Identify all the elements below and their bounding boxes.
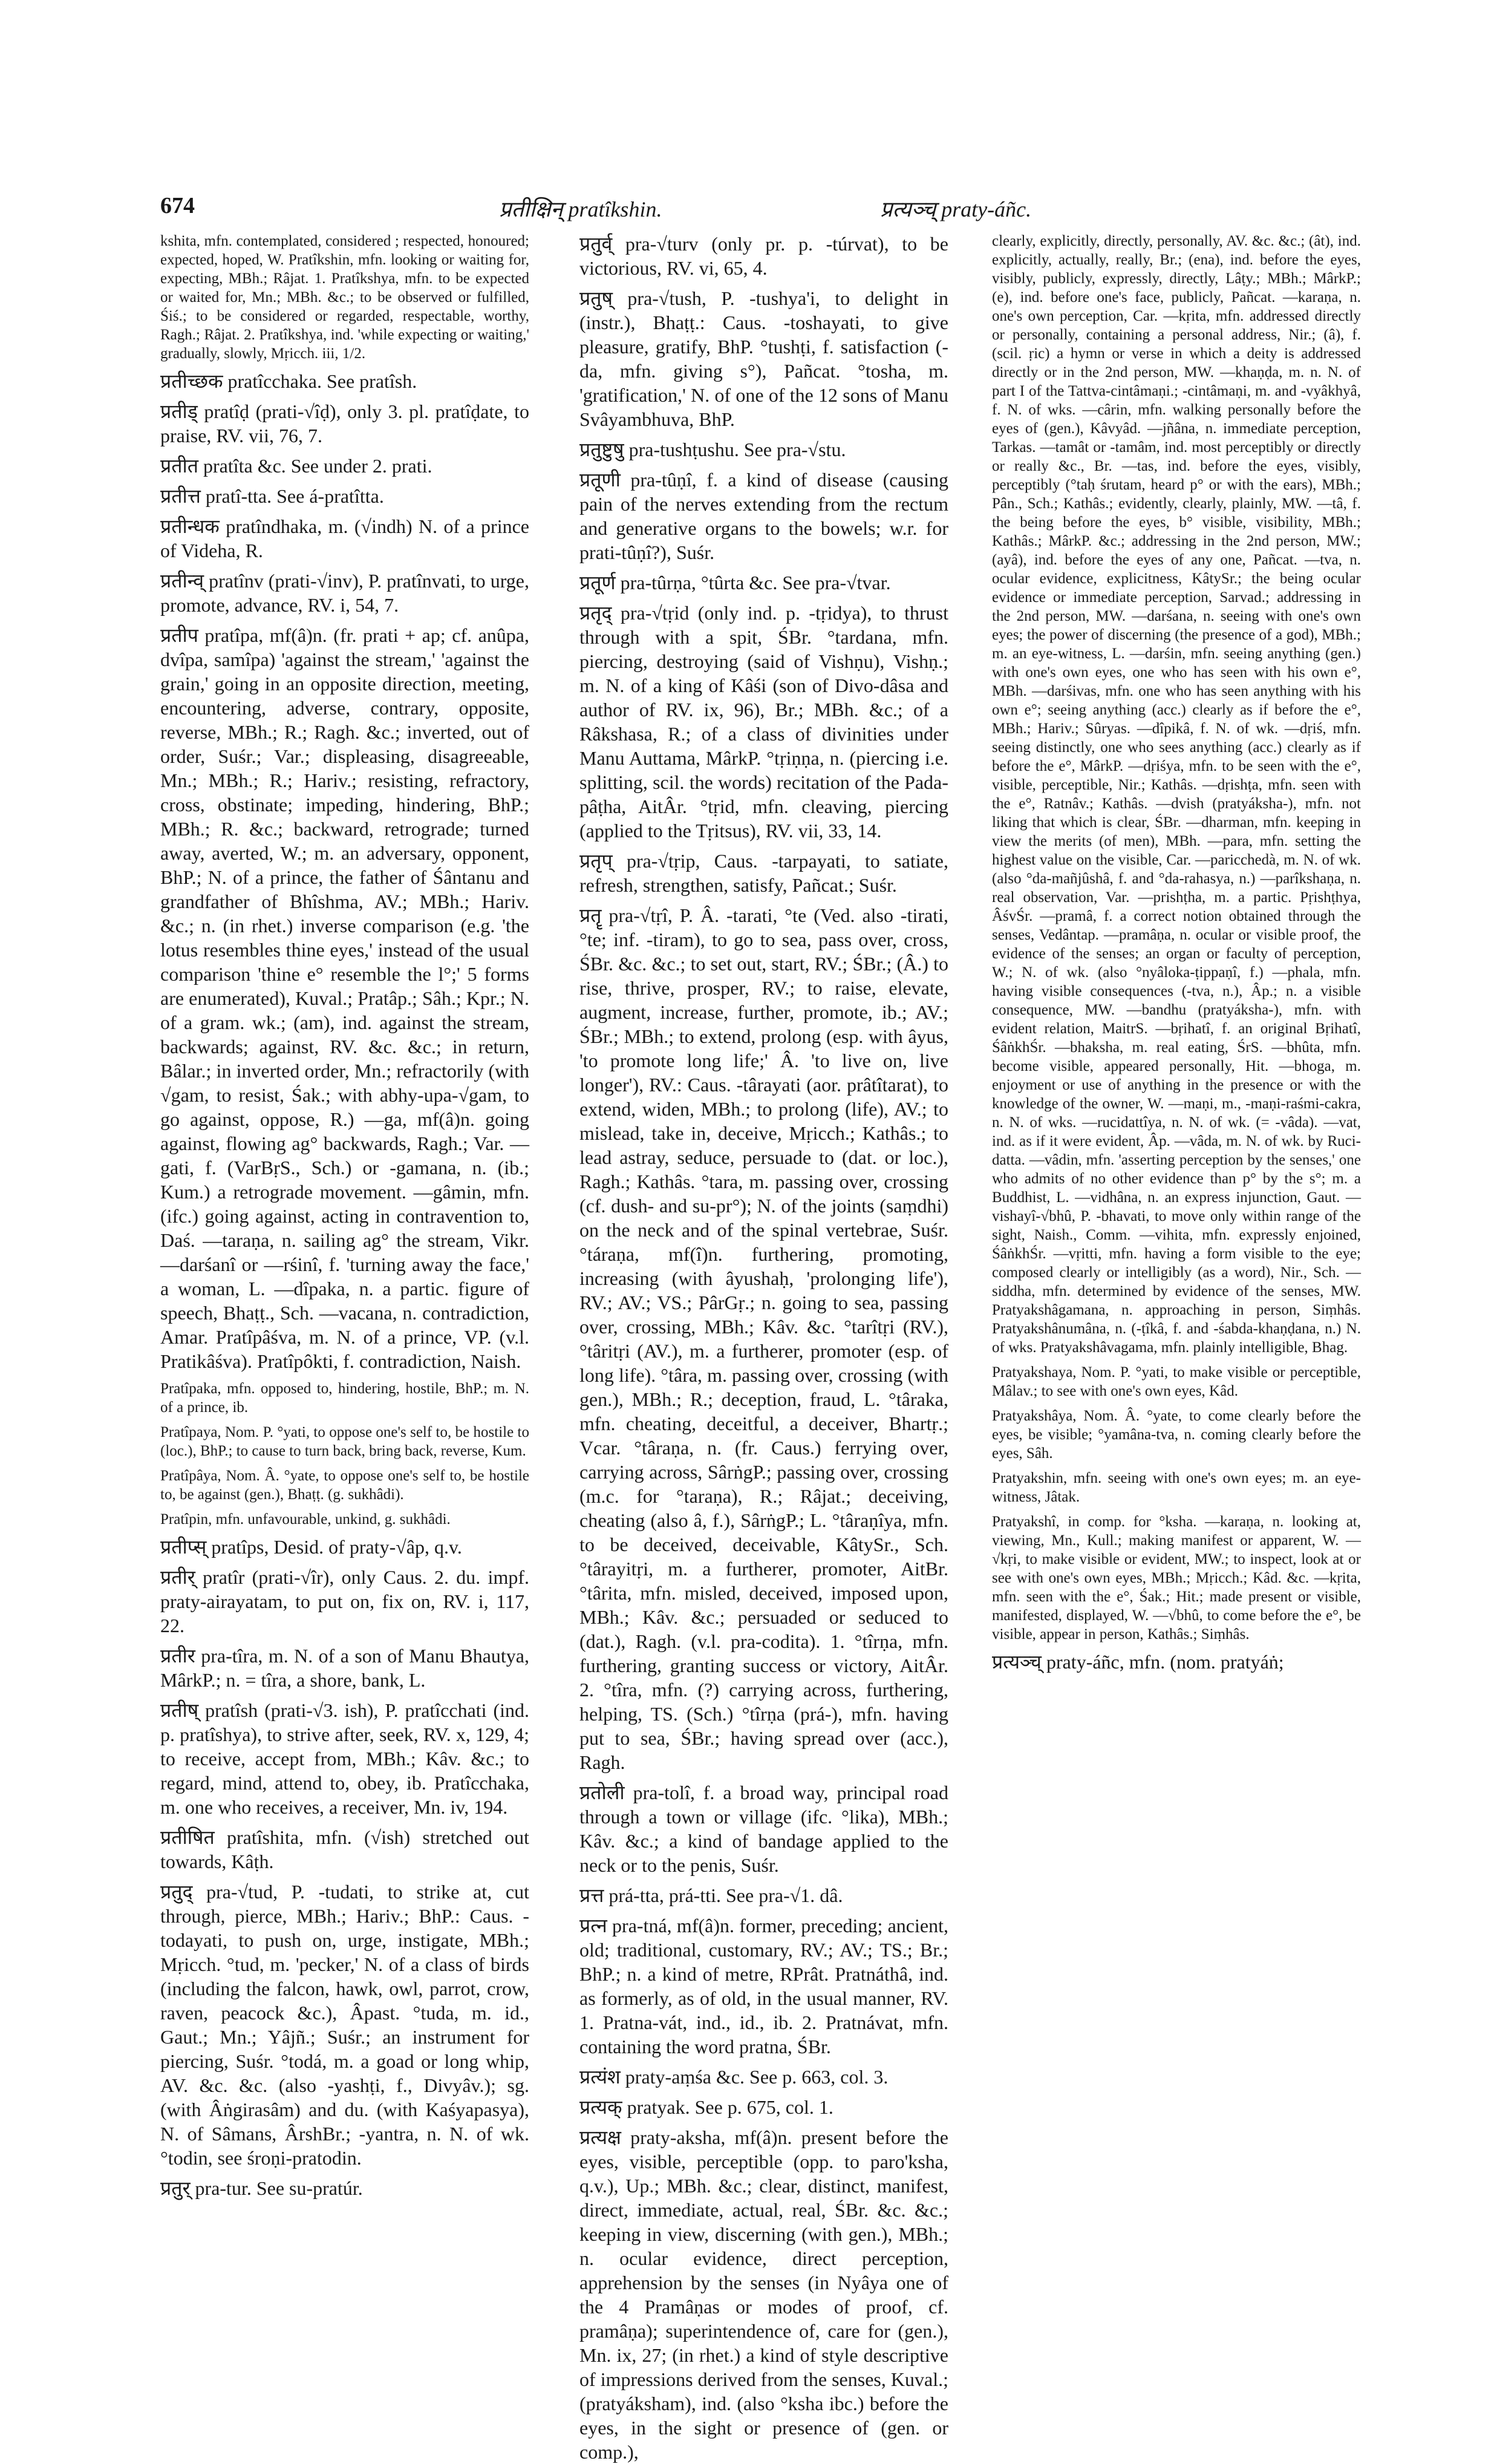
dictionary-entry: प्रतॄ pra-√tṛî, P. Â. -tarati, °te (Ved. also -tirati, °te; inf. -tiram), to go to sea, pass over, cross, ŚBr. &c. &c.; to set out, start, RV.; ŚBr.; (Â.) to rise, thrive, prosper, RV.; to raise, elevate, augment, increase, further, promote, ib.; AV.; ŚBr.; MBh.; to extend, prolong (esp. with âyus, 'to promote long life;' Â. 'to live on, live longer'), RV.: Caus. -târayati (aor. prâtîtarat), to extend, widen, MBh.; to prolong (life), AV.; to mislead, take in, deceive, Mṛicch.; Kathâs.; to lead astray, seduce, persuade to (dat. or loc.), Ragh.; Kathâs. °tara, m. passing over, crossing (cf. dush- and su-pr°); N. of the joints (saṃdhi) on the neck and of the spinal vertebrae, Suśr. °táraṇa, mf(î)n. furthering, promoting, increasing (with âyushaḥ, 'prolonging life'), RV.; AV.; VS.; PârGṛ.; n. going to sea, passing over, crossing, MBh.; Kâv. &c. °tarîtṛi (RV.), °târitṛi (AV.), m. a furtherer, promoter (esp. of long life). °târa, m. passing over, crossing (with gen.), MBh.; R.; deception, fraud, L. °târaka, mfn. cheating, deceitful, a deceiver, Bhartṛ.; Vcar. °târaṇa, n. (fr. Caus.) ferrying over, carrying across, SârṅgP.; passing over, crossing (m.c. for °taraṇa), R.; Râjat.; deceiving, cheating (also â, f.), SârṅgP.; L. °târaṇîya, mfn. to be deceived, deceivable, KâtySr., Sch. °târayitṛi, m. a furtherer, promoter, AitBr. °târita, mfn. misled, deceived, imposed upon, MBh.; Kâv. &c.; persuaded or seduced to (dat.), Ragh. (v.l. pra-codita). 1. °tîrṇa, mfn. furthering, granting success or victory, AitÂr. 2. °tîra, mfn. (?) carrying across, furthering, helping, TS. (Sch.) °tîrṇa (prá-), mfn. having put to sea, ŚBr.; having spread over (acc.), Ragh. <box>579 904 948 1773</box>
page-header <box>160 192 1358 223</box>
dictionary-entry: प्रतीष् pratîsh (prati-√3. ish), P. pratîcchati (ind. p. pratîshya), to strive after, seek, RV. x, 129, 4; to receive, accept from, MBh.; Kâv. &c.; to regard, mind, attend to, obey, ib. Pratîcchaka, m. one who receives, a receiver, Mn. iv, 194. <box>160 1699 529 1818</box>
dictionary-entry: Pratîpin, mfn. unfavourable, unkind, g. sukhâdi. <box>160 1511 451 1528</box>
column-2 <box>579 232 948 2463</box>
dictionary-entry: प्रतुर् pra-tur. See su-pratúr. <box>160 2177 363 2199</box>
dictionary-entry: Pratîpaka, mfn. opposed to, hindering, hostile, BhP.; m. N. of a prince, ib. <box>160 1381 529 1416</box>
dictionary-entry: प्रत्यक्ष praty-aksha, mf(â)n. present before the eyes, visible, perceptible (opp. to paro'ksha, q.v.), Up.; MBh. &c.; clear, distinct, manifest, direct, immediate, actual, real, ŚBr. &c. &c.; keeping in view, discerning (with gen.), MBh.; n. ocular evidence, direct perception, apprehension by the senses (in Nyâya one of the 4 Pramâṇas or modes of proof, cf. pramâṇa); superintendence of, care for (gen.), Mn. ix, 27; (in rhet.) a kind of style descriptive of impressions derived from the senses, Kuval.; (pratyáksham), ind. (also °ksha ibc.) before the eyes, in the sight or presence of (gen. or comp.), <box>579 2126 948 2463</box>
dictionary-entry: प्रतुद् pra-√tud, P. -tudati, to strike at, cut through, pierce, MBh.; Hariv.; BhP.: Caus. -todayati, to push on, urge, instigate, MBh.; Mṛicch. °tud, m. 'pecker,' N. of a class of birds (including the falcon, hawk, owl, parrot, crow, raven, peacock &c.), Âpast. °tuda, m. id., Gaut.; Mn.; Yâjñ.; Suśr.; an instrument for piercing, Suśr. °todá, m. a goad or long whip, AV. &c. &c. (also -yashṭi, f., Divyâv.); sg. (with Âṅgirasâm) and du. (with Kaśyapasya), N. of Sâmans, ÂrshBr.; -yantra, n. N. of wk. °todin, see śroṇi-pratodin. <box>160 1881 529 2169</box>
dictionary-entry: Pratîpaya, Nom. P. °yati, to oppose one's self to, be hostile to (loc.), BhP.; to cause to turn back, bring back, reverse, Kum. <box>160 1424 529 1459</box>
dictionary-entry: प्रतीषित pratîshita, mfn. (√ish) stretched out towards, Kâṭh. <box>160 1826 529 1872</box>
dictionary-entry: प्रतीन्व् pratînv (prati-√inv), P. pratînvati, to urge, promote, advance, RV. i, 54, 7. <box>160 570 529 616</box>
dictionary-entry: Pratyakshâya, Nom. Â. °yate, to come clearly before the eyes, be visible; °yamâna-tva, n. coming clearly before the eyes, Sâh. <box>992 1408 1361 1462</box>
dictionary-entry: प्रतुष् pra-√tush, P. -tushya'i, to delight in (instr.), Bhaṭṭ.: Caus. -toshayati, to give pleasure, gratify, BhP. °tushṭi, f. satisfaction (-da, mfn. giving s°), Pañcat. °tosha, m. 'gratification,' N. of one of the 12 sons of Manu Svâyambhuva, BhP. <box>579 287 948 430</box>
dictionary-entry: प्रतीप pratîpa, mf(â)n. (fr. prati + ap; cf. anûpa, dvîpa, samîpa) 'against the stream,' 'against the grain,' going in an opposite direction, meeting, encountering, adverse, contrary, opposite, reverse, MBh.; R.; Ragh. &c.; inverted, out of order, Suśr.; Var.; displeasing, disagreeable, Mn.; MBh.; R.; Hariv.; resisting, refractory, cross, obstinate; impeding, hindering, BhP.; MBh.; R. &c.; backward, retrograde; turned away, averted, W.; m. an adversary, opponent, BhP.; N. of a prince, the father of Śântanu and grandfather of Bhîshma, AV.; MBh.; Hariv. &c.; n. (in rhet.) inverse comparison (e.g. 'the lotus resembles thine eyes,' instead of the usual comparison 'thine e° resemble the l°;' 5 forms are enumerated), Kuval.; Pratâp.; Sâh.; Kpr.; N. of a gram. wk.; (am), ind. against the stream, backwards; against, RV. &c. &c.; in return, Bâlar.; in inverted order, Mn.; refractorily (with √gam, to resist, Śak.; with abhy-upa-√gam, to go against, oppose, R.) —ga, mf(â)n. going against, flowing ag° backwards, Ragh.; Var. —gati, f. (VarBṛS., Sch.) or -gamana, n. (ib.; Kum.) a retrograde movement. —gâmin, mfn. (ifc.) going against, acting in contravention to, Daś. —taraṇa, n. sailing ag° the stream, Vikr. —darśanî or —rśinî, f. 'turning away the face,' a woman, L. —dîpaka, n. a partic. figure of speech, Bhaṭṭ., Sch. —vacana, n. contradiction, Amar. Pratîpâśva, m. N. of a prince, VP. (v.l. Pratikâśva). Pratîpôkti, f. contradiction, Naish. <box>160 624 529 1372</box>
dictionary-entry: प्रतीप्स् pratîps, Desid. of praty-√âp, q.v. <box>160 1536 462 1558</box>
dictionary-entry: प्रतीत pratîta &c. See under 2. prati. <box>160 455 432 477</box>
right-running-headword: प्रत्यञ्च् praty-áñc. <box>880 197 1032 221</box>
dictionary-entry: प्रत्यक् pratyak. See p. 675, col. 1. <box>579 2096 833 2118</box>
page-number: 674 <box>160 193 195 218</box>
dictionary-entry: प्रत्न pra-tná, mf(â)n. former, preceding; ancient, old; traditional, customary, RV.; AV.; TS.; Br.; BhP.; n. a kind of metre, RPrât. Pratnáthâ, ind. as formerly, as of old, in the usual manner, RV. 1. Pratna-vát, ind., id., ib. 2. Pratnávat, mfn. containing the word pratna, ŚBr. <box>579 1915 948 2057</box>
dictionary-entry: Pratyakshî, in comp. for °ksha. —karaṇa, n. looking at, viewing, Mn., Kull.; making manifest or apparent, W. —√kṛi, to make visible or evident, MW.; to inspect, look at or see with one's own eyes, MBh.; Mṛicch.; Kâd. &c. —kṛita, mfn. seen with the e°, Śak.; Hit.; made present or visible, manifested, displayed, W. —√bhû, to come before the e°, be visible, appear in person, Kathâs.; Siṃhâs. <box>992 1514 1361 1642</box>
dictionary-entry: Pratyakshaya, Nom. P. °yati, to make visible or perceptible, Mâlav.; to see with one's own eyes, Kâd. <box>992 1364 1361 1399</box>
dictionary-entry: प्रतूर्ण pra-tûrṇa, °tûrta &c. See pra-√tvar. <box>579 572 891 593</box>
column-3 <box>992 232 1361 2071</box>
dictionary-entry: प्रतृद् pra-√tṛid (only ind. p. -tṛidya), to thrust through with a spit, ŚBr. °tardana, mfn. piercing, destroying (said of Vishṇu), Vishṇ.; m. N. of a king of Kâśi (son of Divo-dâsa and author of RV. ix, 96), Br.; MBh. &c.; of a Râkshasa, R.; of a class of divinities under Manu Auttama, MârkP. °tṛiṇṇa, n. (piercing i.e. splitting, scil. the words) recitation of the Pada-pâṭha, AitÂr. °tṛid, mfn. cleaving, piercing (applied to the Tṛitsus), RV. vii, 33, 14. <box>579 602 948 841</box>
dictionary-entry: प्रतीत्त pratî-tta. See á-pratîtta. <box>160 485 384 507</box>
dictionary-entry: प्रत्यञ्च् praty-áñc, mfn. (nom. pratyáṅ; <box>992 1651 1284 1673</box>
dictionary-entry: Pratyakshin, mfn. seeing with one's own eyes; m. an eye-witness, Jâtak. <box>992 1470 1361 1505</box>
dictionary-entry: प्रतीर् pratîr (prati-√îr), only Caus. 2. du. impf. praty-airayatam, to put on, fix on, RV. i, 117, 22. <box>160 1566 529 1636</box>
dictionary-entry: प्रतूणी pra-tûṇî, f. a kind of disease (causing pain of the nerves extending from the rectum and generative organs to the bowels; w.r. for prati-tûṇî?), Suśr. <box>579 469 948 563</box>
dictionary-entry: प्रतीच्छक pratîcchaka. See pratîsh. <box>160 370 417 392</box>
column-1 <box>160 232 529 2199</box>
left-running-headword: प्रतीक्षिन् pratîkshin. <box>499 197 662 221</box>
dictionary-entry: प्रतीर pra-tîra, m. N. of a son of Manu Bhautya, MârkP.; n. = tîra, a shore, bank, L. <box>160 1645 529 1691</box>
dictionary-entry: प्रतोली pra-tolî, f. a broad way, principal road through a town or village (ifc. °lika), MBh.; Kâv. &c.; a kind of bandage applied to the neck or to the penis, Suśr. <box>579 1782 948 1876</box>
dictionary-entry: प्रतीन्धक pratîndhaka, m. (√indh) N. of a prince of Videha, R. <box>160 515 529 561</box>
dictionary-entry: Pratîpâya, Nom. Â. °yate, to oppose one's self to, be hostile to, be against (gen.), Bhaṭṭ. (g. sukhâdi). <box>160 1468 529 1503</box>
dictionary-entry: प्रतृप् pra-√tṛip, Caus. -tarpayati, to satiate, refresh, strengthen, satisfy, Pañcat.; Suśr. <box>579 850 948 896</box>
dictionary-entry: प्रतुष्टुषु pra-tushṭushu. See pra-√stu. <box>579 439 846 460</box>
dictionary-entry: प्रतीड् pratîḍ (prati-√îḍ), only 3. pl. pratîḍate, to praise, RV. vii, 76, 7. <box>160 400 529 446</box>
dictionary-entry: kshita, mfn. contemplated, considered ; respected, honoured; expected, hoped, W. Pratîkshin, mfn. looking or waiting for, expecting, MBh.; Râjat. 1. Pratîkshya, mfn. to be expected or waited for, Mn.; MBh. &c.; to be observed or fulfilled, Śiś.; to be considered or regarded, respectable, worthy, Ragh.; Râjat. 2. Pratîkshya, ind. 'while expecting or waiting,' gradually, slowly, Mṛicch. iii, 1/2. <box>160 233 529 362</box>
dictionary-entry: प्रत्त prá-tta, prá-tti. See pra-√1. dâ. <box>579 1884 843 1906</box>
dictionary-entry: clearly, explicitly, directly, personally, AV. &c. &c.; (ât), ind. explicitly, actually, really, Br.; (ena), ind. before the eyes, visibly, publicly, expressly, directly, Lâṭy.; MBh.; MârkP.; (e), ind. before one's face, publicly, Pañcat. —karaṇa, n. one's own perception, Car. —kṛita, mfn. addressed directly or personally, containing a personal address, Nir.; (â), f. (scil. ṛic) a hymn or verse in which a deity is addressed directly or in the 2nd person, MW. —khaṇḍa, m. n. N. of part I of the Tattva-cintâmaṇi.; -cintâmaṇi, m. and -vyâkhyâ, f. N. of wks. —cârin, mfn. walking personally before the eyes of (gen.), Kâvyâd. —jñâna, n. immediate perception, Tarkas. —tamât or -tamâm, ind. most perceptibly or directly or really &c., Br. —tas, ind. before the eyes, visibly, perceptibly (°taḥ śrutam, heard p° or with the ears), MBh.; Pân., Sch.; Kathâs.; evidently, clearly, plainly, MW. —tâ, f. the being before the eyes, b° visible, visibility, MBh.; Kathâs.; MârkP. &c.; addressing in the 2nd person, MW.; (ayâ), ind. before the eyes of any one, Pañcat. —tva, n. ocular evidence, explicitness, KâtySr.; the being ocular evidence or immediate perception, Sarvad.; addressing in the 2nd person, MW. —darśana, n. seeing with one's own eyes; the power of discerning (the presence of a god), MBh.; m. an eye-witness, L. —darśin, mfn. seeing anything (gen.) with one's own eyes, one who has seen with his own e°, MBh. —darśivas, mfn. one who has seen anything with his own e°; seeing anything (acc.) clearly as if before the e°, MBh.; Hariv.; Sûryas. —dîpikâ, f. N. of wk. —dṛiś, mfn. seeing distinctly, one who sees anything (acc.) clearly as if before the e°, MârkP. —dṛiśya, mfn. to be seen with the e°, visible, perceptible, Nir.; Kathâs. —dṛishṭa, mfn. seen with the e°, Ratnâv.; Kathâs. —dvish (pratyáksha-), mfn. not liking that which is clear, ŚBr. —dharman, mfn. keeping in view the merits (of men), MBh. —para, mfn. setting the highest value on the visible, Car. —paricchedà, m. N. of wk. (also °da-mañjûshâ, f. and °da-rahasya, n.) —parîkshaṇa, n. real observation, Var. —prishṭha, m. a partic. Pṛishṭhya, ÂśvŚr. —pramâ, f. a correct notion obtained through the senses, Vedântap. —pramâṇa, n. ocular or visible proof, the evidence of the senses; an organ or faculty of perception, W.; N. of wk. (also °nyâloka-ṭippaṇî, f.) —phala, mfn. having visible consequences (-tva, n.), Âp.; n. a visible consequence, MW. —bandhu (pratyáksha-), mfn. with evident relation, MaitrS. —bṛihatî, f. an original Bṛihatî, ŚâṅkhŚr. —bhaksha, m. real eating, ŚrS. —bhûta, mfn. become visible, appeared personally, Hit. —bhoga, m. enjoyment or use of anything in the presence or with the knowledge of the owner, W. —maṇi, m., -maṇi-raśmi-cakra, n. N. of wks. —rucidattîya, n. N. of wk. (= -vâda). —vat, ind. as if it were evident, Âp. —vâda, m. N. of wk. by Ruci-datta. —vâdin, mfn. 'asserting perception by the senses,' one who admits of no other evidence than p° by the s°; m. a Buddhist, L. —vidhâna, n. an express injunction, Gaut. —vishayî-√bhû, P. -bhavati, to move only within range of the sight, Naish., Comm. —vihita, mfn. expressly enjoined, ŚâṅkhŚr. —vṛitti, mfn. having a form visible to the eye; composed clearly or intelligibly (as a word), Nir., Sch. —siddha, mfn. determined by evidence of the senses, MW. Pratyakshâgamana, n. approaching in person, Siṃhâs. Pratyakshânumâna, n. (-ṭîkâ, f. and -śabda-khaṇḍana, n.) N. of wks. Pratyakshâvagama, mfn. plainly intelligible, Bhag. <box>992 233 1361 1356</box>
dictionary-entry: प्रत्यंश praty-aṃśa &c. See p. 663, col. 3. <box>579 2066 889 2088</box>
dictionary-entry: प्रतुर्व् pra-√turv (only pr. p. -túrvat), to be victorious, RV. vi, 65, 4. <box>579 233 948 279</box>
